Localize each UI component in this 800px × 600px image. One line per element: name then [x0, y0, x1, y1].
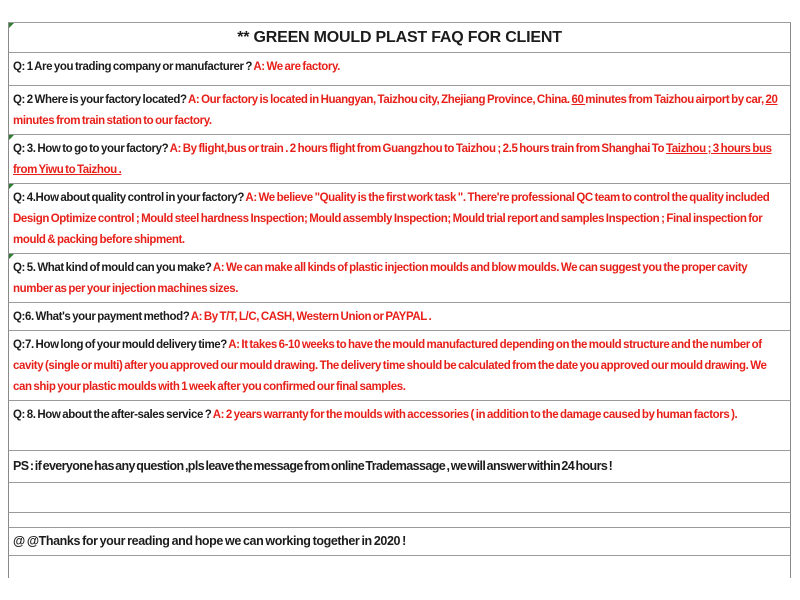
- faq-row-q3: [8, 135, 791, 184]
- faq-row-q8: [8, 401, 791, 451]
- faq-row-q1: [8, 53, 791, 86]
- answer-text: A: By T/T, L/C, CASH, Western Union or PAYPAL .: [190, 311, 432, 323]
- question-text: Q: 2 Where is your factory located?: [13, 94, 188, 106]
- question-text: Q: 4.How about quality control in your factory?: [13, 192, 246, 204]
- thanks-note-text: @ @Thanks for your reading and hope we can working together in 2020 !: [13, 534, 406, 548]
- faq-row-text: [9, 254, 790, 302]
- answer-text: A: We can make all kinds of plastic injection moulds and blow moulds. We can suggest you the proper cavity number as per your injection machines sizes.: [13, 262, 748, 295]
- faq-row-text: [9, 135, 790, 183]
- page-title: ** GREEN MOULD PLAST FAQ FOR CLIENT: [237, 29, 562, 46]
- answer-text: A: 2 years warranty for the moulds with accessories ( in addition to the damage caused by human factors ).: [212, 409, 738, 421]
- title-row: [8, 23, 791, 53]
- faq-row-q2: [8, 86, 791, 135]
- question-text: Q: 3. How to go to your factory?: [13, 143, 170, 155]
- cell-marker-icon: [9, 184, 14, 189]
- cell-marker-icon: [9, 254, 14, 259]
- answer-text: A: We believe "Quality is the first work task ". There're professional QC team to control the quality included Design Optimize control ; Mould steel hardness Inspection; Mould assembly Inspection; Mould trial report and samples Inspection ; Final inspection for mould & packing before shipment.: [13, 192, 770, 246]
- faq-rows-container: [8, 53, 791, 451]
- faq-row-text: [9, 184, 790, 253]
- faq-row-text: [9, 401, 790, 428]
- question-text: Q: 1 Are you trading company or manufacturer ?: [13, 61, 254, 73]
- cell-marker-icon: [9, 135, 14, 140]
- answer-text: A: Our factory is located in Huangyan, Taizhou city, Zhejiang Province, China.: [188, 94, 572, 106]
- faq-row-text: [9, 331, 790, 400]
- thanks-note-row: [8, 528, 791, 556]
- answer-text: 20: [765, 94, 778, 106]
- question-text: Q: 8. How about the after-sales service ?: [13, 409, 213, 421]
- faq-row-text: [9, 303, 790, 330]
- empty-row: [8, 483, 791, 513]
- faq-table: [8, 22, 791, 578]
- answer-text: minutes from Taizhou airport by car,: [585, 94, 766, 106]
- partial-empty-row: [8, 556, 791, 578]
- faq-row-q4: [8, 184, 791, 254]
- answer-text: A: It takes 6-10 weeks to have the mould manufactured depending on the mould structure and the number of cavity (single or multi) after you approved our mould drawing. The delivery time should be calculated from the date you approved our mould drawing. We can ship your plastic moulds with 1 week after you confirmed our final samples.: [13, 339, 767, 393]
- answer-text: A: By flight,bus or train . 2 hours flight from Guangzhou to Taizhou ; 2.5 hours train from Shanghai To: [169, 143, 666, 155]
- question-text: Q: 5. What kind of mould can you make?: [13, 262, 213, 274]
- cell-marker-icon: [9, 23, 14, 28]
- faq-row-q5: [8, 254, 791, 303]
- faq-row-q6: [8, 303, 791, 331]
- answer-text: minutes from train station to our factory.: [13, 115, 212, 127]
- faq-row-text: [9, 53, 790, 80]
- faq-row-q7: [8, 331, 791, 401]
- ps-note-text: PS : if everyone has any question ,pls leave the message from online Trademassage , we will answer within 24 hours !: [13, 459, 613, 473]
- question-text: Q:6. What's your payment method?: [13, 311, 191, 323]
- question-text: Q:7. How long of your mould delivery time?: [13, 339, 229, 351]
- empty-row: [8, 513, 791, 528]
- answer-text: Taizhou ; 3 hours bus from Yiwu to Taizhou .: [13, 143, 772, 176]
- answer-text: 60: [571, 94, 586, 106]
- answer-text: A: We are factory.: [253, 61, 340, 73]
- ps-note-row: [8, 451, 791, 483]
- faq-row-text: [9, 86, 790, 134]
